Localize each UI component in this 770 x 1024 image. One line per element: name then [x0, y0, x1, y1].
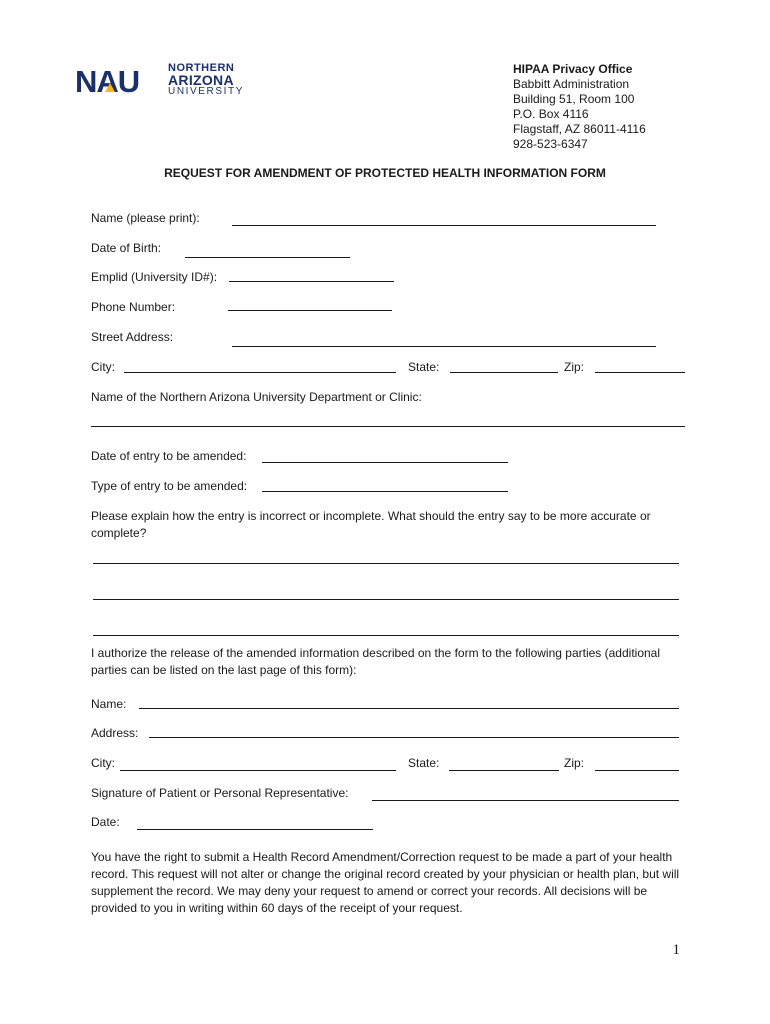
- phone-label: Phone Number:: [91, 300, 176, 314]
- name-label: Name (please print):: [91, 211, 200, 225]
- page-number: 1: [672, 942, 680, 958]
- state-label: State:: [408, 360, 440, 374]
- date-label: Date:: [91, 815, 120, 829]
- street-field[interactable]: [232, 346, 656, 347]
- party-address-field[interactable]: [149, 737, 679, 738]
- department-field[interactable]: [91, 426, 685, 427]
- city-field[interactable]: [124, 372, 396, 373]
- form-title: REQUEST FOR AMENDMENT OF PROTECTED HEALTH INFORMATION FORM: [164, 166, 606, 180]
- entry-type-field[interactable]: [262, 491, 508, 492]
- explain-line-2[interactable]: [93, 599, 679, 600]
- zip-field[interactable]: [595, 372, 685, 373]
- party-state-label: State:: [408, 756, 440, 770]
- authorize-text: I authorize the release of the amended information described on the form to the following parties (additional parties can be listed on the last page of this form):: [91, 646, 661, 677]
- state-field[interactable]: [450, 372, 558, 373]
- dob-label: Date of Birth:: [91, 241, 162, 255]
- city-label: City:: [91, 360, 115, 374]
- logo-line-arizona: ARIZONA: [168, 72, 234, 88]
- rights-notice: You have the right to submit a Health Record Amendment/Correction request to be made a part of your health record. This request will not alter or change the original record created by your physician or health plan, but will supplement the record. We may deny your request to amend or correct your records. All decisions will be provided to you in writing within 60 days of the receipt of your request.: [91, 850, 680, 915]
- office-line: Building 51, Room 100: [513, 92, 635, 106]
- office-title: HIPAA Privacy Office: [513, 62, 633, 76]
- party-state-field[interactable]: [449, 770, 559, 771]
- office-line: Flagstaff, AZ 86011-4116: [513, 122, 646, 136]
- street-label: Street Address:: [91, 330, 174, 344]
- party-address-label: Address:: [91, 726, 139, 740]
- party-city-field[interactable]: [120, 770, 396, 771]
- party-zip-field[interactable]: [595, 770, 679, 771]
- explain-line-1[interactable]: [93, 563, 679, 564]
- phone-field[interactable]: [228, 310, 392, 311]
- nau-logo-wordmark: [168, 62, 244, 98]
- party-city-label: City:: [91, 756, 115, 770]
- party-zip-label: Zip:: [564, 756, 585, 770]
- signature-field[interactable]: [372, 800, 679, 801]
- dob-field[interactable]: [185, 257, 350, 258]
- office-line: P.O. Box 4116: [513, 107, 589, 121]
- office-address: [513, 62, 646, 152]
- logo-line-university: UNIVERSITY: [168, 86, 245, 97]
- date-field[interactable]: [137, 829, 373, 830]
- emplid-label: Emplid (University ID#):: [91, 270, 218, 284]
- nau-logo-mark: NAU: [75, 64, 140, 99]
- entry-date-label: Date of entry to be amended:: [91, 449, 247, 463]
- emplid-field[interactable]: [229, 281, 394, 282]
- logo-line-northern: NORTHERN: [168, 62, 235, 74]
- name-field[interactable]: [232, 225, 656, 226]
- department-label: Name of the Northern Arizona University Department or Clinic:: [91, 390, 422, 404]
- nau-logo: [75, 62, 260, 102]
- entry-date-field[interactable]: [262, 462, 508, 463]
- party-name-label: Name:: [91, 697, 127, 711]
- signature-label: Signature of Patient or Personal Representative:: [91, 786, 349, 800]
- explain-label: Please explain how the entry is incorrect or incomplete. What should the entry say to be more accurate or complete?: [91, 509, 651, 540]
- explain-line-3[interactable]: [93, 635, 679, 636]
- zip-label: Zip:: [564, 360, 585, 374]
- party-name-field[interactable]: [139, 708, 679, 709]
- office-phone: 928-523-6347: [513, 137, 588, 151]
- entry-type-label: Type of entry to be amended:: [91, 479, 248, 493]
- office-line: Babbitt Administration: [513, 77, 630, 91]
